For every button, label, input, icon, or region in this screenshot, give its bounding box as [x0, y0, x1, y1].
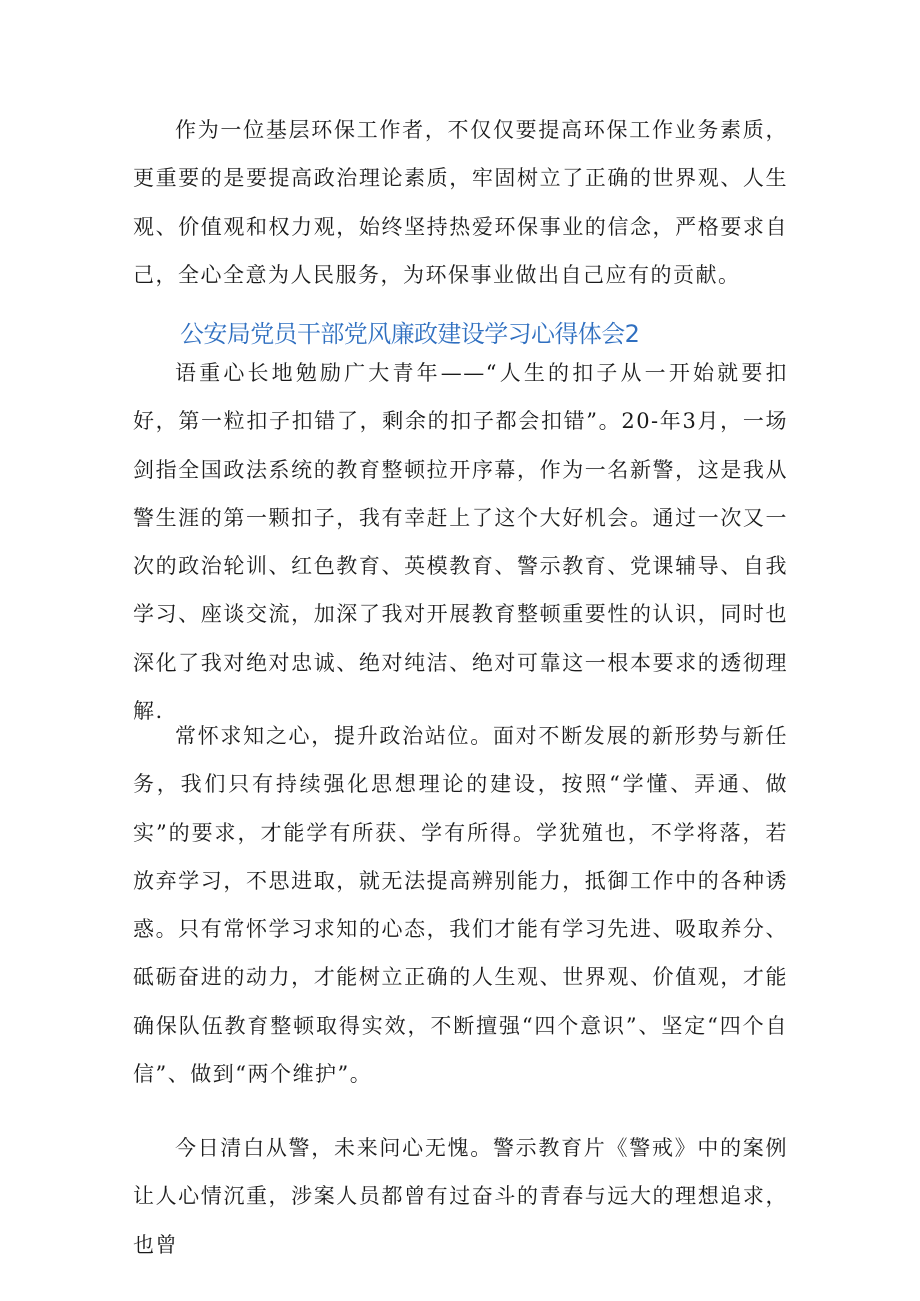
body-paragraph-2: 语重心长地勉励广大青年——“人生的扣子从一开始就要扣好，第一粒扣子扣错了，剩余的扣子都会扣错”。20-年3月，一场剑指全国政法系统的教育整顿拉开序幕，作为一名新警，这是我从警生涯的第一颗扣子，我有幸赶上了这个大好机会。通过一次又一次的政治轮训、红色教育、英模教育、警示教育、党课辅导、自我学习、座谈交流，加深了我对开展教育整顿重要性的认识，同时也深化了我对绝对忠诚、绝对纯洁、绝对可靠这一根本要求的透彻理解.: [133, 361, 788, 724]
body-paragraph-1: 作为一位基层环保工作者，不仅仅要提高环保工作业务素质，更重要的是要提高政治理论素质，牢固树立了正确的世界观、人生观、价值观和权力观，始终坚持热爱环保事业的信念，严格要求自己，全心全意为人民服务，为环保事业做出自己应有的贡献。: [133, 118, 788, 287]
section-title: 公安局党员干部党风廉政建设学习心得体会2: [180, 320, 640, 348]
body-paragraph-3: 常怀求知之心，提升政治站位。面对不断发展的新形势与新任务，我们只有持续强化思想理论的建设，按照“学懂、弄通、做实”的要求，才能学有所获、学有所得。学犹殖也，不学将落，若放弃学习，不思进取，就无法提高辨别能力，抵御工作中的各种诱惑。只有常怀学习求知的心态，我们才能有学习先进、吸取养分、砥砺奋进的动力，才能树立正确的人生观、世界观、价值观，才能确保队伍教育整顿取得实效，不断擅强“四个意识”、坚定“四个自信”、做到“两个维护”。: [133, 724, 788, 1087]
body-paragraph-4: 今日清白从警，未来问心无愧。警示教育片《警戒》中的案例让人心情沉重，涉案人员都曾有过奋斗的青春与远大的理想追求，也曾: [133, 1136, 788, 1257]
